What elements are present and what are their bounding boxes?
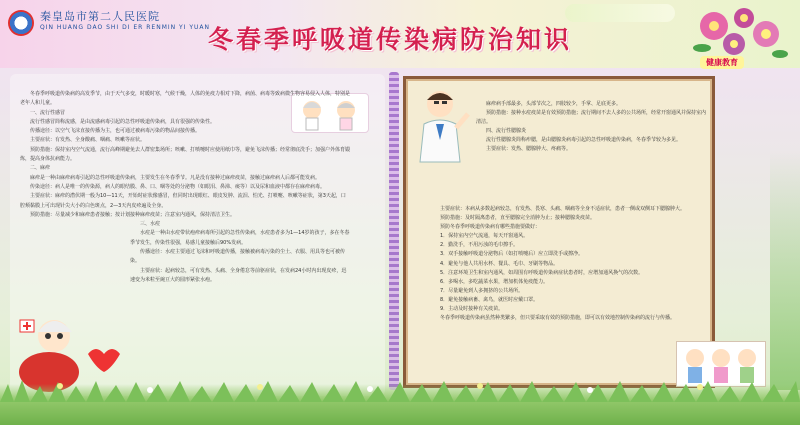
paragraph: 预防措施：尽量减少和麻疹患者接触；按计划接种麻疹疫苗；注意室内通风，保持清洁卫生。 xyxy=(30,211,236,218)
hospital-name-english: QIN HUANG DAO SHI DI ER RENMIN YI YUAN xyxy=(40,24,211,31)
list-item: 3．双手接触呼吸道分泌物后（如打喷嚏后）应立即洗手或擦净。 xyxy=(440,251,584,258)
paragraph: 冬春季呼吸道传染病虽然种类繁多，但只要采取有效的预防措施，即可以有效地控制传染病的流行与传播。 xyxy=(440,315,676,322)
page-title: 冬春季呼吸道传染病防治知识 xyxy=(208,25,573,54)
section-heading: 四、流行性腮腺炎 xyxy=(486,128,527,135)
hospital-name: 秦皇岛市第二人民医院 xyxy=(40,10,160,23)
paragraph: 传播途径：水痘主要通过飞沫和呼吸道传播，接触被病毒污染的尘土、衣服、用具等也可被传染。 xyxy=(130,249,346,265)
paragraph: 主要症状：本病从多数起病较急，有发热、畏寒、头痛、咽痛等全身不适症状，患者一侧或双侧耳下腮腺肿大。 xyxy=(440,206,686,212)
list-item: 2．勤洗手，不用污浊的毛巾擦手。 xyxy=(440,242,519,249)
paragraph: 主要症状：麻疹的潜伏期一般为10—11天，开始时症状像感冒，但同时出现眼红、眼皮发肿、流泪、怕光、打喷嚏、咳嗽等症状，第3天起，口腔颊黏膜上可出现针尖大小的白色斑点，2—3天内皮疹遍及全身。 xyxy=(20,193,346,209)
list-item: 8．避免接触病畜、禽鸟，就医时应戴口罩。 xyxy=(440,296,539,303)
list-item: 7．尽量避免到人多拥挤的公共场所。 xyxy=(440,287,524,294)
list-item: 4．避免与他人共用水杯、餐具、毛巾、牙刷等物品。 xyxy=(440,260,559,267)
decorative-ribbon xyxy=(565,4,675,22)
hospital-logo-icon xyxy=(8,10,34,36)
paragraph: 麻疹病手部最多，头部节次之，四肢较少，手掌、足底更多。 xyxy=(486,101,622,107)
list-item: 1．保持室内空气流通，每天开窗通风。 xyxy=(440,233,529,240)
paragraph: 预防冬春季呼吸道传染病有哪些措施要做好： xyxy=(440,224,541,231)
right-article-text-bottom xyxy=(430,205,706,385)
paragraph: 水痘是一种由水痘带状疱疹病毒所引起的急性传染病，水痘患者多为1—14岁的孩子，多在冬春季节发生，传染性很强，易感儿童接触后90%发病。 xyxy=(130,230,350,246)
paragraph: 传染途径：病人是唯一的传染源，病人的眼结膜、鼻、口、咽等处的分泌物（如眼泪、鼻涕、痰等）以及尿和血液中都存在麻疹病毒。 xyxy=(30,183,326,190)
decorative-divider xyxy=(389,72,399,390)
list-item: 9．主动及时接种有关疫苗。 xyxy=(440,306,504,313)
section-heading: 二、麻疹 xyxy=(30,165,51,172)
paragraph: 主要症状：起病较急，可有发热、头痛、全身倦怠等前驱症状，在发病24小时内出现皮疹，迅速变为米粒至豌豆大的圆形紧张水疱。 xyxy=(130,267,347,283)
paragraph: 主要症状：发热、腮腺肿大、疼痛等。 xyxy=(486,146,572,153)
paragraph: 预防措施：保持室内空气流通，流行高峰期避免去人群密集场所；咳嗽、打喷嚏时应使用纸巾等，避免飞沫传播；经常彻底洗手；加强户外体育锻炼，提高身体抗病能力。 xyxy=(20,146,351,163)
section-heading: 三、水痘 xyxy=(140,221,161,228)
paragraph: 流行性腮腺炎简称痄腮，是由腮腺炎病毒引起的急性呼吸道传染病，冬春季节较为多见。 xyxy=(486,137,682,144)
flower-grass-decoration xyxy=(0,372,800,402)
paragraph: 麻疹是一种由麻疹病毒引起的急性呼吸道传染病，主要发生在冬春季节。凡是没有接种过麻疹疫苗，接触过麻疹病人后都可能发病。 xyxy=(30,174,321,181)
paragraph: 预防措施：及时隔离患者，直至腮腺完全消肿为止；接种腮腺炎疫苗。 xyxy=(440,215,596,222)
list-item: 5．注意环境卫生和室内通风，如周围有呼吸道传染病症状患者时，应增加通风换气的次数。 xyxy=(440,269,644,276)
section-heading: 一、流行性感冒 xyxy=(30,109,66,116)
paragraph: 主要症状：有发热、全身酸痛、咽痛、咳嗽等症状。 xyxy=(30,137,146,144)
header-banner xyxy=(0,0,800,68)
list-item: 6．多喝水，多吃蔬菜水果，增加机体免疫能力。 xyxy=(440,278,549,285)
health-education-badge: 健康教育 xyxy=(700,56,744,69)
paragraph: 预防措施：接种水痘疫苗是有效预防措施；流行期间不去人多的公共场所，经常开窗通风并保持室内清洁。 xyxy=(476,110,707,126)
doctor-illustration xyxy=(414,84,472,164)
paragraph: 冬春季呼吸道传染病的高发季节，由于天气多变，时暖时寒，气候干燥，人体的免疫力相对下降，病菌、病毒等致病微生物容易侵入人体，特别是老年人和儿童。 xyxy=(20,91,351,107)
paragraph: 传播途径：以空气飞沫直接传播为主，也可通过被病毒污染的物品间接传播。 xyxy=(30,128,201,135)
paragraph: 流行性感冒简称流感，是由流感病毒引起的急性呼吸道传染病，具有很强的传染性。 xyxy=(30,118,216,125)
side-plant-decoration xyxy=(770,150,800,390)
